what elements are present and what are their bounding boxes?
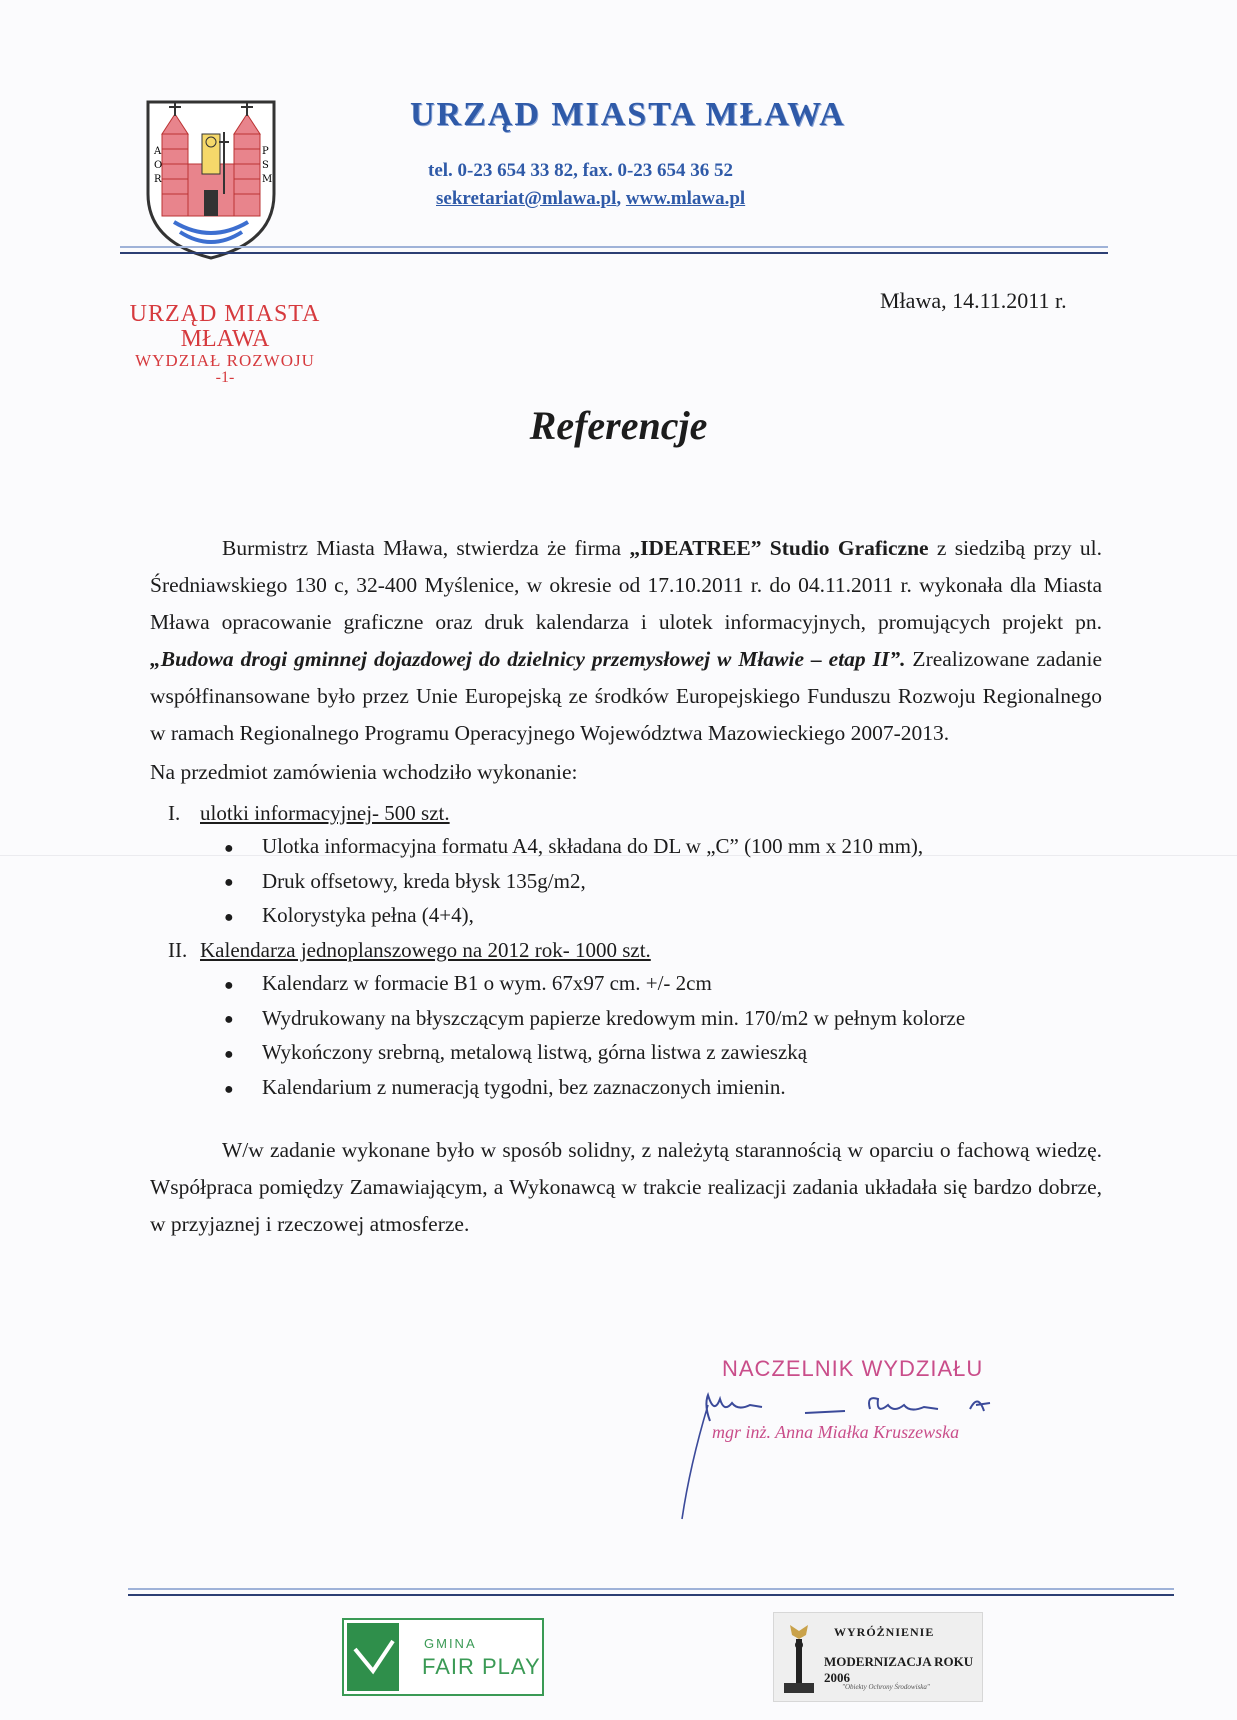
intro-text: z siedzibą przy ul. Średniawskiego 130 c, 32-400 Myślenice, w okresie od 17.10.2011 r. do 04.11.2011 r. wykonała dla Miasta Mława opracowanie graficzne oraz druk kalendarza i ulotek informacyjnych, promujących projekt pn. [150, 536, 1103, 634]
list-item [150, 934, 1102, 967]
award-logo [773, 1612, 983, 1702]
city-crest-icon [140, 94, 282, 262]
signatory-name: mgr inż. Anna Miałka Kruszewska [712, 1422, 960, 1442]
bullet-icon: ● [224, 839, 234, 857]
fair-play-logo [342, 1618, 544, 1696]
contact-separator: , [616, 188, 626, 209]
bullet-text: Druk offsetowy, kreda błysk 135g/m2, [262, 868, 586, 893]
section-number: I. [168, 801, 181, 825]
stamp-line: WYDZIAŁ ROZWOJU [135, 351, 315, 371]
bullet-icon: ● [224, 1011, 234, 1029]
contact-phone: tel. 0-23 654 33 82, fax. 0-23 654 36 52 [428, 160, 734, 181]
crest-letter: M [262, 174, 273, 185]
trophy-figure-icon [778, 1617, 820, 1697]
crest-letter: O [154, 160, 163, 171]
bullet-icon: ● [224, 1046, 234, 1064]
bullet-text: Ulotka informacyjna formatu A4, składana do DL w „C” (100 mm x 210 mm), [262, 834, 924, 858]
award-subtitle: MODERNIZACJA ROKU 2006 [824, 1654, 974, 1685]
bullet-icon: ● [224, 909, 234, 927]
header-rule-light [120, 246, 1108, 248]
list-item [150, 865, 1102, 900]
stamp-line: -1- [215, 369, 235, 387]
award-caption: "Obiekty Ochrony Środowiska" [842, 1683, 930, 1691]
footer-rule-dark [128, 1594, 1174, 1596]
section-label: Kalendarza jednoplanszowego na 2012 rok- 1000 szt. [200, 938, 651, 963]
list-item [150, 899, 1102, 934]
bullet-text: Wykończony srebrną, metalową listwą, górna listwa z zawieszką [262, 1040, 808, 1065]
list-item [150, 830, 1102, 865]
contact-online [436, 188, 745, 210]
closing-paragraph: W/w zadanie wykonane było w sposób solidny, z należytą starannością w oparciu o fachową wiedzę. Współpraca pomiędzy Zamawiającym, a Wykonawcą w trakcie realizacji zadania układała się bardzo dobrze, w przyjaznej i rzeczowej atmosferze. [150, 1137, 1102, 1236]
bullet-text: Wydrukowany na błyszczącym papierze kredowym min. 170/m2 w pełnym kolorze [262, 1005, 966, 1030]
bullet-text: Kalendarium z numeracją tygodni, bez zaznaczonych imienin. [262, 1075, 786, 1100]
project-name: „Budowa drogi gminnej dojazdowej do dzielnicy przemysłowej w Mławie – etap II”. [150, 647, 906, 671]
award-title: WYRÓŻNIENIE [834, 1625, 935, 1639]
bullet-icon: ● [224, 1080, 234, 1098]
list-item [150, 797, 1102, 830]
company-name: „IDEATREE” Studio Graficzne [629, 536, 929, 560]
section-number: II. [168, 938, 188, 963]
org-title: URZĄD MIASTA MŁAWA [410, 96, 846, 133]
list-item [150, 967, 1102, 1002]
bullet-text: Kalendarz w formacie B1 o wym. 67x97 cm. +/- 2cm [262, 971, 712, 996]
intro-paragraph [150, 530, 1102, 752]
section-label: ulotki informacyjnej- 500 szt. [200, 801, 450, 825]
crest-letter: P [262, 146, 269, 157]
footer-rule-light [128, 1588, 1174, 1590]
header-rule-dark [120, 252, 1108, 254]
fair-play-big-text: FAIR PLAY [422, 1654, 541, 1679]
handwritten-signature-icon [680, 1385, 1100, 1525]
checkmark-icon [347, 1623, 399, 1691]
intro-text: Zrealizowane zadanie współfinansowane było przez Unie Europejską ze środków Europejskiego Funduszu Rozwoju Regionalnego w ramach Regionalnego Programu Operacyjnego Województwa Mazowieckiego 2007-2013. [150, 647, 1103, 745]
crest-letter: A [154, 146, 162, 157]
bullet-text: Kolorystyka pełna (4+4), [262, 903, 474, 928]
bullet-icon: ● [224, 976, 234, 994]
document-title: Referencje [529, 403, 708, 448]
list-item [150, 1036, 1102, 1071]
list-item [150, 1071, 1102, 1106]
crest-letter: R [154, 174, 162, 185]
stamp-line: URZĄD MIASTA [129, 301, 321, 327]
department-stamp [110, 302, 340, 387]
list-item [150, 1002, 1102, 1037]
scope-list [150, 797, 1102, 1106]
signature-title: NACZELNIK WYDZIAŁU [722, 1356, 984, 1381]
intro-text: Burmistrz Miasta Mława, stwierdza że firma [222, 536, 630, 560]
scope-lead: Na przedmiot zamówienia wchodziło wykonanie: [150, 760, 578, 784]
stamp-line: MŁAWA [180, 326, 270, 353]
email-link[interactable]: sekretariat@mlawa.pl [436, 188, 617, 209]
letter-date: Mława, 14.11.2011 r. [880, 288, 1067, 313]
bullet-icon: ● [224, 874, 234, 892]
crest-letter: S [262, 160, 269, 171]
fair-play-small-text: GMINA [424, 1636, 477, 1651]
website-link[interactable]: www.mlawa.pl [625, 188, 746, 209]
letter-body [150, 530, 1102, 1243]
